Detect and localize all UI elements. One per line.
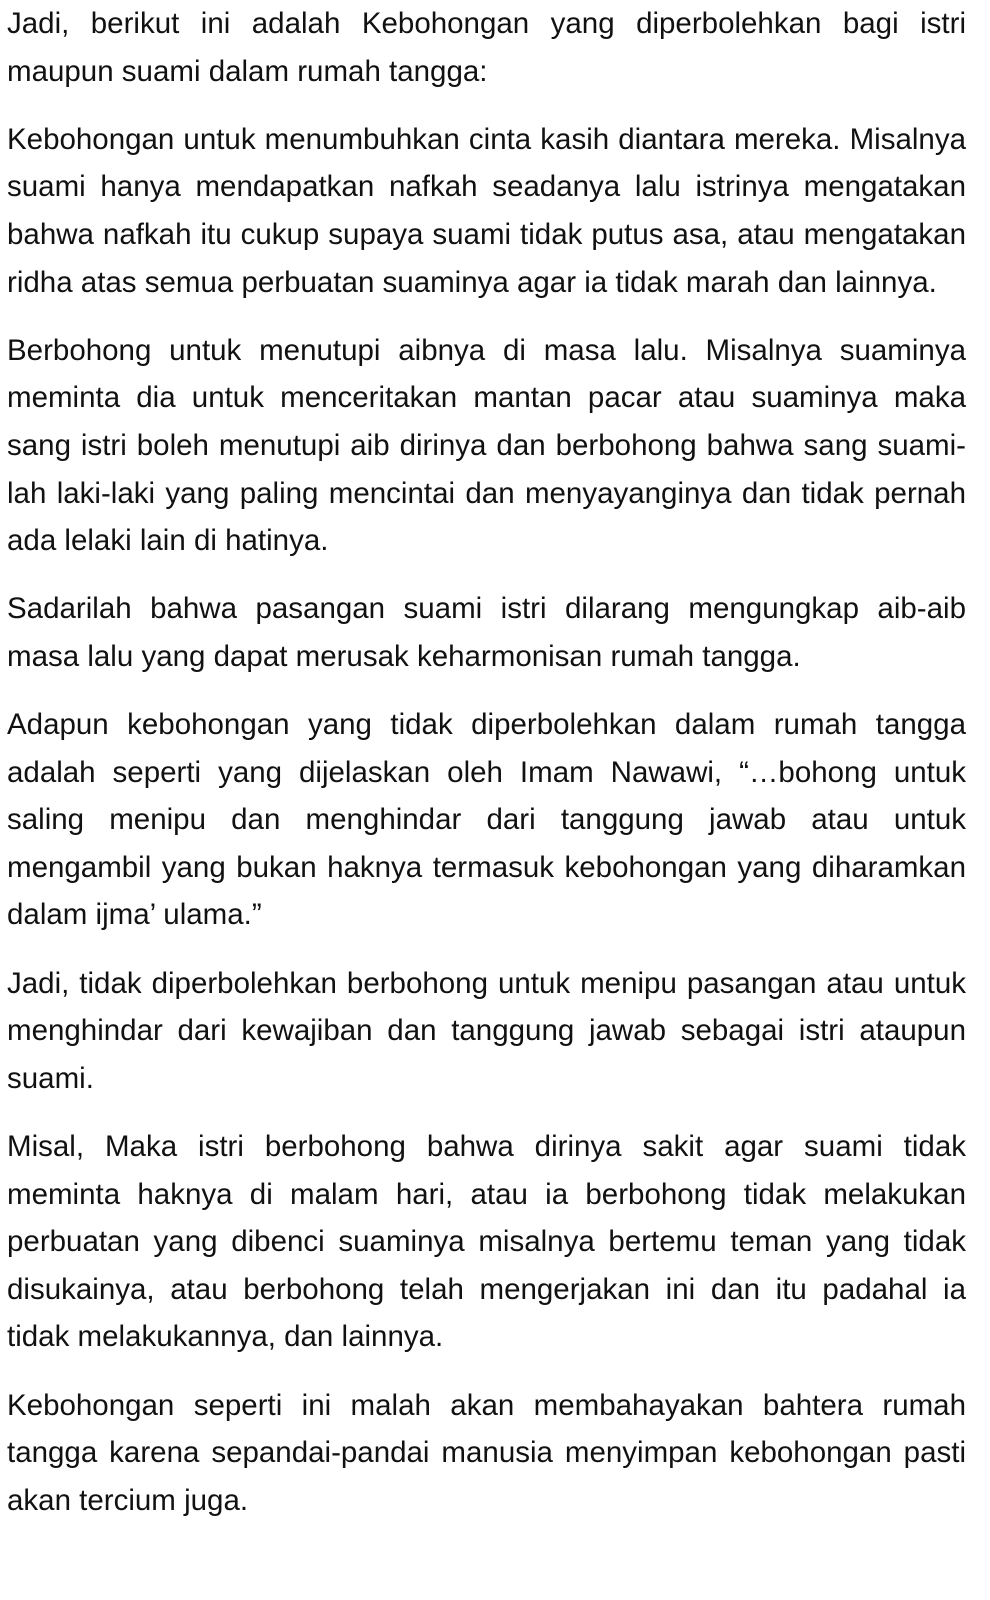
paragraph-intro: Jadi, berikut ini adalah Kebohongan yang diperbolehkan bagi istri maupun suami dalam rumah tangga: — [7, 7, 966, 88]
paragraph-lie-for-love: Kebohongan untuk menumbuhkan cinta kasih diantara mereka. Misalnya suami hanya mendapatkan nafkah seadanya lalu istrinya mengatakan bahwa nafkah itu cukup supaya suami tidak putus asa, atau mengatakan ridha atas semua perbuatan suaminya agar ia tidak marah dan lainnya. — [7, 122, 966, 299]
paragraph-not-allowed-to-deceive: Jadi, tidak diperbolehkan berbohong untuk menipu pasangan atau untuk menghindar dari kewajiban dan tanggung jawab sebagai istri ataupun suami. — [7, 966, 966, 1095]
paragraph-conclusion: Kebohongan seperti ini malah akan membahayakan bahtera rumah tangga karena sepandai-pandai manusia menyimpan kebohongan pasti akan tercium juga. — [7, 1388, 966, 1517]
paragraph-example: Misal, Maka istri berbohong bahwa dirinya sakit agar suami tidak meminta haknya di malam hari, atau ia berbohong tidak melakukan perbuatan yang dibenci suaminya misalnya bertemu teman yang tidak disukainya, atau berbohong telah mengerjakan ini dan itu padahal ia tidak melakukannya, dan lainnya. — [7, 1130, 966, 1354]
paragraph-forbidden-lies: Adapun kebohongan yang tidak diperbolehkan dalam rumah tangga adalah seperti yang dijelaskan oleh Imam Nawawi, “…bohong untuk saling menipu dan menghindar dari tanggung jawab atau untuk mengambil yang bukan haknya termasuk kebohongan yang diharamkan dalam ijma’ ulama.” — [7, 708, 966, 932]
paragraph-do-not-reveal-past: Sadarilah bahwa pasangan suami istri dilarang mengungkap aib-aib masa lalu yang dapat merusak keharmonisan rumah tangga. — [7, 592, 966, 673]
paragraph-lie-to-cover-past: Berbohong untuk menutupi aibnya di masa lalu. Misalnya suaminya meminta dia untuk menceritakan mantan pacar atau suaminya maka sang istri boleh menutupi aib dirinya dan berbohong bahwa sang suami-lah laki-laki yang paling mencintai dan menyayanginya dan tidak pernah ada lelaki lain di hatinya. — [7, 333, 966, 558]
